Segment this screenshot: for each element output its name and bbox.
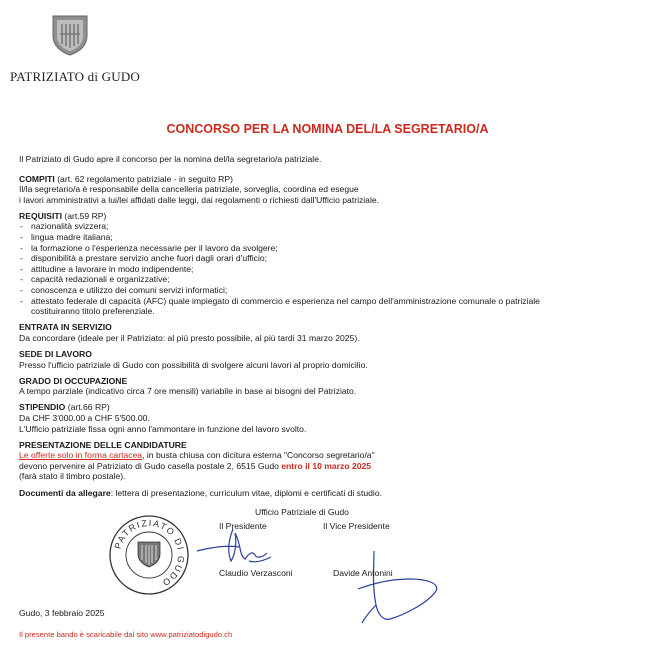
section-requisiti [19, 211, 619, 317]
section-heading: SEDE DI LAVORO [19, 349, 92, 359]
section-ref: (art.59 RP) [61, 210, 107, 221]
section-heading: PRESENTAZIONE DELLE CANDIDATURE [19, 439, 187, 450]
president-label: Il Presidente [219, 521, 267, 531]
footer-note: Il presente bando è scaricabile dal sito www.patriziatodigudo.ch [19, 630, 233, 639]
president-signature-icon [193, 525, 283, 567]
section-text: devono pervenire al Patriziato di Gudo casella postale 2, 6515 Gudo [19, 460, 282, 471]
section-sede [19, 349, 619, 370]
office-label: Ufficio Patriziale di Gudo [255, 507, 349, 517]
section-text: Da concordare (ideale per il Patriziato: al più presto possibile, al più tardi 31 marzo 2025). [19, 332, 360, 343]
compiti-line: Il/la segretario/a è responsabile della cancelleria patriziale, sorveglia, coordina ed esegue [19, 184, 359, 195]
organization-name: PATRIZIATO di GUDO [10, 69, 141, 84]
section-heading: COMPITI [19, 173, 55, 184]
list-item: - attitudine a lavorare in modo indipendente; [19, 264, 619, 275]
document-title: CONCORSO PER LA NOMINA DEL/LA SEGRETARIO/A [166, 122, 489, 136]
patriziato-shield-icon [49, 14, 91, 56]
vice-president-signature-icon [330, 545, 440, 625]
compiti-line: i lavori amministrativi a lui/lei affidati dalle leggi, dai regolamenti o richiesti dall'Ufficio patriziale. [19, 194, 380, 205]
deadline-text: entro il 10 marzo 2025 [281, 460, 372, 471]
list-item: - nazionalità svizzera; [19, 221, 619, 232]
section-text: , in busta chiusa con dicitura esterna "Concorso segretario/a" [142, 450, 375, 461]
list-item: - lingua madre italiana; [19, 232, 619, 243]
section-text: Presso l'ufficio patriziale di Gudo con possibilità di svolgere alcuni lavori al proprio domicilio. [19, 359, 368, 370]
section-text: L'Ufficio patriziale fissa ogni anno l'ammontare in funzione del lavoro svolto. [19, 423, 307, 434]
section-heading: Documenti da allegare [19, 488, 111, 499]
section-stipendio [19, 402, 619, 434]
section-text: A tempo parziale (indicativo circa 7 ore mensili) variabile in base ai bisogni del Patriziato. [19, 386, 357, 397]
section-presentazione [19, 440, 619, 482]
seal-text: PATRIZIATO DI GUDO [112, 517, 187, 589]
vice-president-label: Il Vice Presidente [323, 521, 390, 531]
section-heading: STIPENDIO [19, 402, 66, 413]
vice-president-name: Davide Antonini [333, 568, 393, 578]
requirements-list [19, 221, 619, 316]
section-text: (farà stato il timbro postale). [19, 471, 126, 482]
section-heading: REQUISITI [19, 210, 62, 221]
paper-offer-link: Le offerte solo in forma cartacea [19, 450, 143, 461]
list-item: - conoscenza e utilizzo dei comuni servizi informatici; [19, 285, 619, 296]
date-line: Gudo, 3 febbraio 2025 [19, 608, 105, 618]
section-entrata [19, 322, 619, 343]
document-body [19, 154, 619, 499]
patriziato-seal-icon [108, 514, 190, 596]
section-text: Da CHF 3'000.00 a CHF 5'500.00. [19, 412, 150, 423]
list-item: - disponibilità a prestare servizio anche fuori dagli orari d'ufficio; [19, 253, 619, 264]
section-text: : lettera di presentazione, curriculum vitae, diplomi e certificati di studio. [110, 488, 383, 499]
section-ref: (art. 62 regolamento patriziale - in seguito RP) [54, 173, 233, 184]
list-item: - capacità redazionali e organizzative; [19, 274, 619, 285]
section-documenti [19, 488, 619, 499]
section-heading: GRADO DI OCCUPAZIONE [19, 375, 128, 386]
intro-text: Il Patriziato di Gudo apre il concorso per la nomina del/la segretario/a patriziale. [19, 154, 322, 164]
president-name: Claudio Verzasconi [219, 568, 293, 578]
section-compiti [19, 174, 619, 206]
list-item: - attestato federale di capacità (AFC) quale impiegato di commercio e esperienza nel campo dell'amministrazione comunale o patriziale costituiranno titolo preferenziale. [19, 296, 541, 317]
section-ref: (art.66 RP) [65, 402, 110, 413]
list-item: - la formazione o l'esperienza necessarie per il lavoro da svolgere; [19, 243, 619, 254]
section-grado [19, 376, 619, 397]
section-heading: ENTRATA IN SERVIZIO [19, 322, 112, 333]
